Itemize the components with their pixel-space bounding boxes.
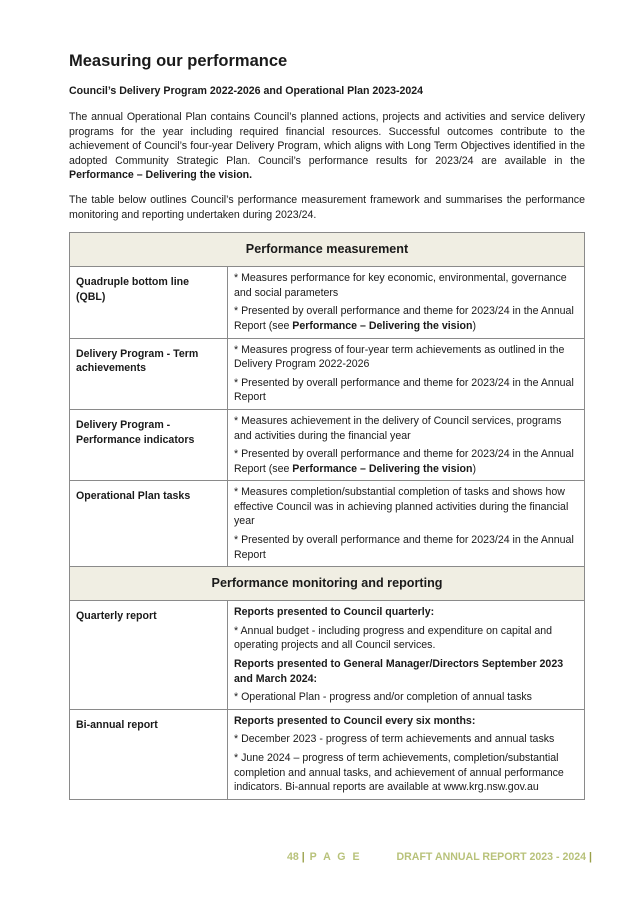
table-section-row (70, 233, 585, 267)
section-header-measurement: Performance measurement (70, 233, 585, 267)
row-label-indicators: Delivery Program - Performance indicators (70, 409, 228, 480)
desc-item: * Measures achievement in the delivery of Council services, programs and activities during the financial year (234, 414, 562, 442)
desc-heading-text: Reports presented to Council quarterly: (234, 606, 435, 619)
desc-item: * Presented by overall performance and theme for 2023/24 in the Annual Report (234, 376, 574, 404)
desc-item: * Annual budget - including progress and expenditure on capital and operating projects and all Council services. (234, 624, 553, 652)
desc-item: * Measures progress of four-year term achievements as outlined in the Delivery Program 2022-2026 (234, 343, 565, 371)
table-row (70, 338, 585, 409)
desc-item: * Operational Plan - progress and/or completion of annual tasks (234, 691, 532, 704)
footer-separator: | (301, 851, 305, 863)
table-row (70, 409, 585, 480)
page-content (69, 52, 585, 800)
row-label-term: Delivery Program - Term achievements (70, 338, 228, 409)
row-desc-tasks (228, 481, 585, 567)
desc-item (234, 304, 576, 333)
desc-heading-text: Reports presented to General Manager/Directors September 2023 and March 2024: (234, 658, 564, 685)
desc-item: * June 2024 – progress of term achievements, completion/substantial completion and annual tasks, and achievement of annual performance indicators. Bi-annual reports are available at www.krg.nsw.gov.au (234, 752, 564, 794)
page-word: P A G E (309, 851, 362, 863)
page-footer (287, 851, 592, 863)
row-desc-term (228, 338, 585, 409)
row-desc-indicators (228, 409, 585, 480)
page-title: Measuring our performance (69, 52, 288, 70)
row-desc-qbl (228, 267, 585, 338)
intro-text: The annual Operational Plan contains Council’s planned actions, projects and activities and service delivery programs for the year including required financial resources. Successful outcomes contribute to the achievement of Council’s four-year Delivery Program, which aligns with Long Term Objectives identified in the adopted Community Strategic Plan. Council’s performance results for 2023/24 are available in the (69, 111, 585, 167)
table-row (70, 267, 585, 338)
row-desc-quarterly (228, 601, 585, 710)
row-label-biannual: Bi-annual report (70, 709, 228, 799)
table-row (70, 709, 585, 799)
desc-text-end: ) (472, 319, 476, 332)
row-label-tasks: Operational Plan tasks (70, 481, 228, 567)
desc-heading (234, 605, 576, 620)
table-row (70, 601, 585, 710)
desc-heading (234, 657, 576, 686)
desc-text: * Presented by overall performance and theme for 2023/24 in the Annual Report (see (234, 305, 574, 332)
desc-heading (234, 714, 576, 729)
performance-table (69, 232, 585, 800)
section-header-monitoring: Performance monitoring and reporting (70, 567, 585, 601)
row-desc-biannual (228, 709, 585, 799)
desc-text: * Presented by overall performance and theme for 2023/24 in the Annual Report (see (234, 448, 574, 475)
table-section-row (70, 567, 585, 601)
desc-item: * Measures performance for key economic, environmental, governance and social parameters (234, 272, 567, 299)
desc-heading-text: Reports presented to Council every six months: (234, 714, 476, 727)
desc-item: * Presented by overall performance and theme for 2023/24 in the Annual Report (234, 534, 574, 561)
page-subtitle: Council’s Delivery Program 2022-2026 and Operational Plan 2023-2024 (69, 85, 424, 97)
desc-item: * December 2023 - progress of term achievements and annual tasks (234, 733, 555, 746)
desc-item (234, 447, 576, 476)
footer-end-separator: | (589, 851, 592, 863)
table-row (70, 481, 585, 567)
desc-text-end: ) (472, 462, 476, 475)
intro-paragraph-1 (69, 110, 585, 183)
desc-bold-text: Performance – Delivering the vision (292, 462, 473, 475)
row-label-quarterly: Quarterly report (70, 601, 228, 710)
report-title: DRAFT ANNUAL REPORT 2023 - 2024 (396, 851, 587, 863)
intro-paragraph-2: The table below outlines Council’s performance measurement framework and summarises the performance monitoring and reporting undertaken during 2023/24. (69, 193, 585, 221)
row-label-qbl: Quadruple bottom line (QBL) (70, 267, 228, 338)
intro-bold-link-text: Performance – Delivering the vision. (69, 169, 253, 182)
desc-bold-text: Performance – Delivering the vision (292, 319, 473, 332)
desc-item: * Measures completion/substantial completion of tasks and shows how effective Council was in achieving planned activities during the financial year (234, 486, 569, 528)
page-number: 48 (287, 851, 299, 863)
